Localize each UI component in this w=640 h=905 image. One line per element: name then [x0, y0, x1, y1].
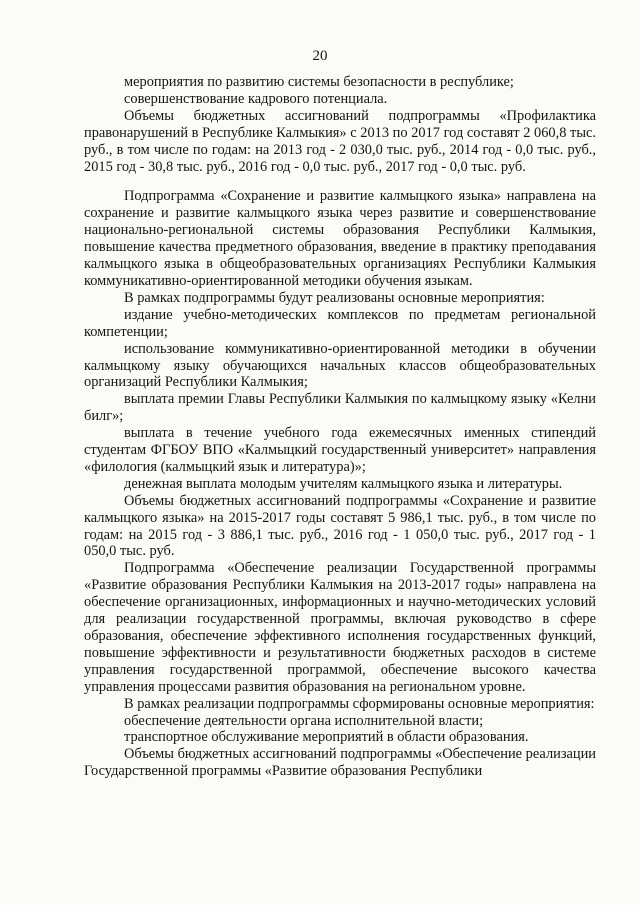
- paragraph: издание учебно-методических комплексов по предметам региональной компетенции;: [84, 306, 596, 340]
- paragraph: выплата премии Главы Республики Калмыкия по калмыцкому языку «Келни билг»;: [84, 391, 596, 425]
- page-body: [84, 74, 596, 780]
- page-number: 20: [312, 48, 328, 64]
- paragraph: совершенствование кадрового потенциала.: [124, 90, 388, 107]
- paragraph: Подпрограмма «Обеспечение реализации Государственной программы «Развитие образования Республики Калмыкия на 2013-2017 годы» направлена на обеспечение организационных, информационных и научно-методических условий для реализации государственной программы, включая руководство в сфере образования, обеспечение эффективного исполнения государственных функций, повышение эффективности и результативности бюджетных расходов в системе управления государственной программой, обеспечение высокого качества управления процессами развития образования на региональном уровне.: [84, 560, 596, 695]
- paragraph: транспортное обслуживание мероприятий в области образования.: [124, 729, 529, 746]
- paragraph: выплата в течение учебного года ежемесячных именных стипендий студентам ФГБОУ ВПО «Калмыцкий государственный университет» направления «филология (калмыцкий язык и литература)»;: [84, 425, 596, 475]
- paragraph: В рамках подпрограммы будут реализованы основные мероприятия:: [124, 289, 545, 306]
- paragraph: Объемы бюджетных ассигнований подпрограммы «Сохранение и развитие калмыцкого языка» на 2015-2017 годы составят 5 986,1 тыс. руб., в том числе по годам: на 2015 год - 3 886,1 тыс. руб., 2016 год - 1 050,0 тыс. руб., 2017 год - 1 050,0 тыс. руб.: [84, 492, 596, 560]
- paragraph: В рамках реализации подпрограммы сформированы основные мероприятия:: [124, 695, 595, 712]
- paragraph: Объемы бюджетных ассигнований подпрограммы «Обеспечение реализации Государственной программы «Развитие образования Республики: [84, 746, 596, 780]
- paragraph: обеспечение деятельности органа исполнительной власти;: [124, 712, 484, 729]
- paragraph: Подпрограмма «Сохранение и развитие калмыцкого языка» направлена на сохранение и развитие калмыцкого языка через развитие и совершенствование национально-региональной системы образования Республики Калмыкия, повышение качества предметного образования, введение в практику преподавания калмыцкого языка в общеобразовательных организациях Республики Калмыкия коммуникативно-ориентированной методики обучения языкам.: [84, 188, 596, 289]
- paragraph: денежная выплата молодым учителям калмыцкого языка и литературы.: [124, 475, 563, 492]
- paragraph: Объемы бюджетных ассигнований подпрограммы «Профилактика правонарушений в Республике Калмыкия» с 2013 по 2017 год составят 2 060,8 тыс. руб., в том числе по годам: на 2013 год - 2 030,0 тыс. руб., 2014 год - 0,0 тыс. руб., 2015 год - 30,8 тыс. руб., 2016 год - 0,0 тыс. руб., 2017 год - 0,0 тыс. руб.: [84, 107, 596, 175]
- paragraph: использование коммуникативно-ориентированной методики в обучении калмыцкому языку обучающихся начальных классов общеобразовательных организаций Республики Калмыкия;: [84, 340, 596, 391]
- paragraph: мероприятия по развитию системы безопасности в республике;: [124, 74, 514, 90]
